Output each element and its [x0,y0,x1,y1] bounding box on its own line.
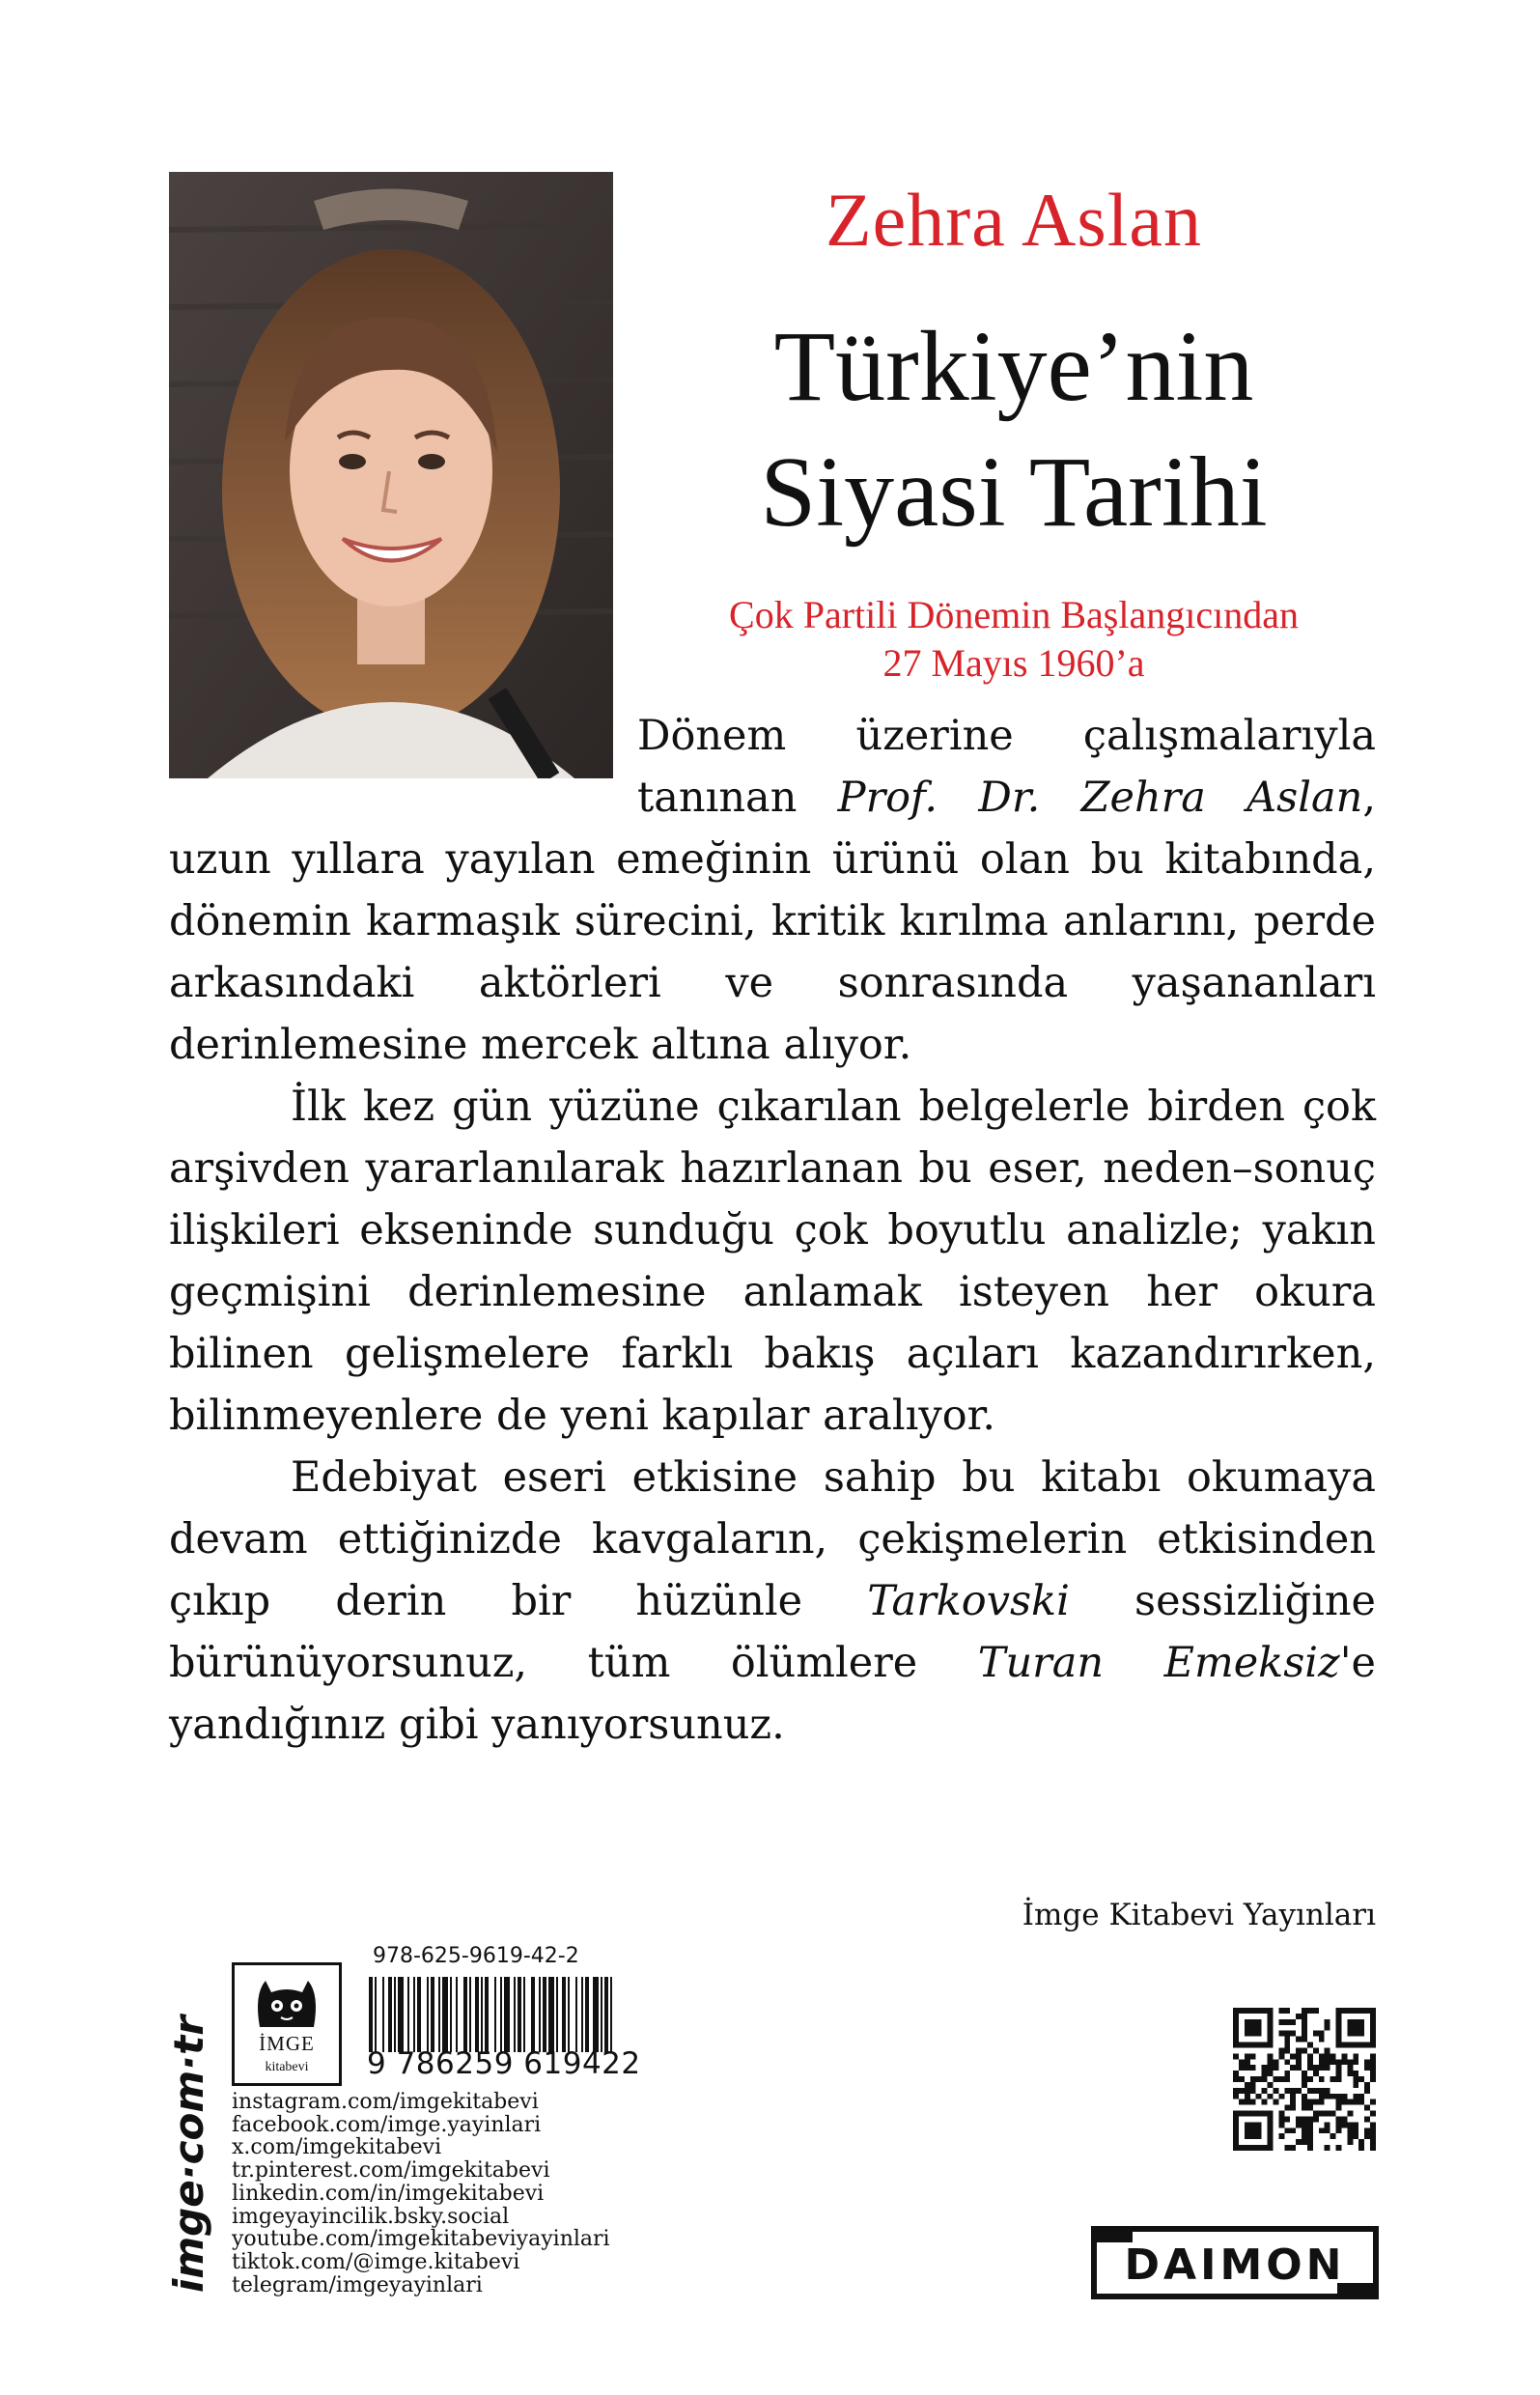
daimon-logo [1091,2226,1379,2299]
book-title-line-2: Siyasi Tarihi [760,437,1268,548]
social-links [232,2091,610,2296]
logo-brand: İMGE [259,2032,315,2055]
blurb-paragraph-2: İlk kez gün yüzüne çıkarılan belgelerle birden çok arşivden yararlanılarak hazırlanan bu eser, neden–sonuç ilişkileri ekseninde sunduğu çok boyutlu analizle; yakın geçmişini derinlemesine anlamak isteyen her okura bilinen gelişmelere farklı bakış açıları kazandırırken, bilinmeyenlere de yeni kapılar aralıyor. [169,1083,1376,1440]
social-link-facebook: facebook.com/imge.yayinlari [232,2112,542,2137]
social-link-youtube: youtube.com/imgekitabeviyayinlari [232,2227,610,2252]
blurb-paragraph-3 [169,1447,1376,1756]
book-subtitle-line-1: Çok Partili Dönemin Başlangıcından [729,593,1299,636]
paragraph-1-lead: Dönem üzerine çalışmalarıyla tanınan [637,712,1376,822]
paragraph-1-rest: , uzun yıllara yayılan emeğinin ürünü olan bu kitabında, dönemin karmaşık sürecini, kritik kırılma anlarını, perde arkasındaki aktörleri ve sonrasında yaşananları derinlemesine mercek altına alıyor. [169,774,1376,1069]
book-subtitle-line-2: 27 Mayıs 1960’a [882,641,1145,685]
daimon-text: DAIMON [1124,2240,1346,2290]
tarkovski-name: Tarkovski [867,1577,1070,1625]
author-photo [169,172,613,778]
social-link-tiktok: tiktok.com/@imge.kitabevi [232,2249,520,2274]
isbn-number: 978-625-9619-42-2 [373,1944,579,1968]
author-name: Zehra Aslan [825,178,1203,262]
turan-emeksiz-name: Turan Emeksiz [977,1639,1340,1687]
social-link-pinterest: tr.pinterest.com/imgekitabevi [232,2158,550,2184]
social-link-instagram: instagram.com/imgekitabevi [232,2090,539,2114]
isbn-barcode [367,1977,687,2052]
paragraph-3-lead: Edebiyat eseri etkisine sahip bu kitabı okumaya devam ettiğinizde kavgaların, çekişmelerin etkisinden çıkıp derin bir hüzünle [169,1453,1376,1625]
blurb-text [169,705,1376,1756]
website-vertical: imge·com·tr [165,2015,212,2293]
imge-logo [232,1962,342,2086]
social-link-linkedin: linkedin.com/in/imgekitabevi [232,2181,545,2206]
paragraph-3-rest: 'e yandığınız gibi yanıyorsunuz. [169,1639,1376,1749]
social-link-x: x.com/imgekitabevi [232,2135,442,2160]
author-name-inline: Prof. Dr. Zehra Aslan [837,774,1363,822]
social-link-bluesky: imgeyayincilik.bsky.social [232,2204,510,2229]
paragraph-3-mid: sessizliğine bürünüyorsunuz, tüm ölümlere [169,1577,1377,1687]
logo-subtitle: kitabevi [265,2060,309,2074]
barcode-digits: 9 786259 619422 [367,2046,641,2081]
cat-icon [235,1967,339,2035]
book-title-line-1: Türkiye’nin [773,311,1254,422]
qr-code [1233,2008,1376,2151]
social-link-telegram: telegram/imgeyayinlari [232,2272,483,2297]
publisher-name: İmge Kitabevi Yayınları [1022,1898,1376,1932]
